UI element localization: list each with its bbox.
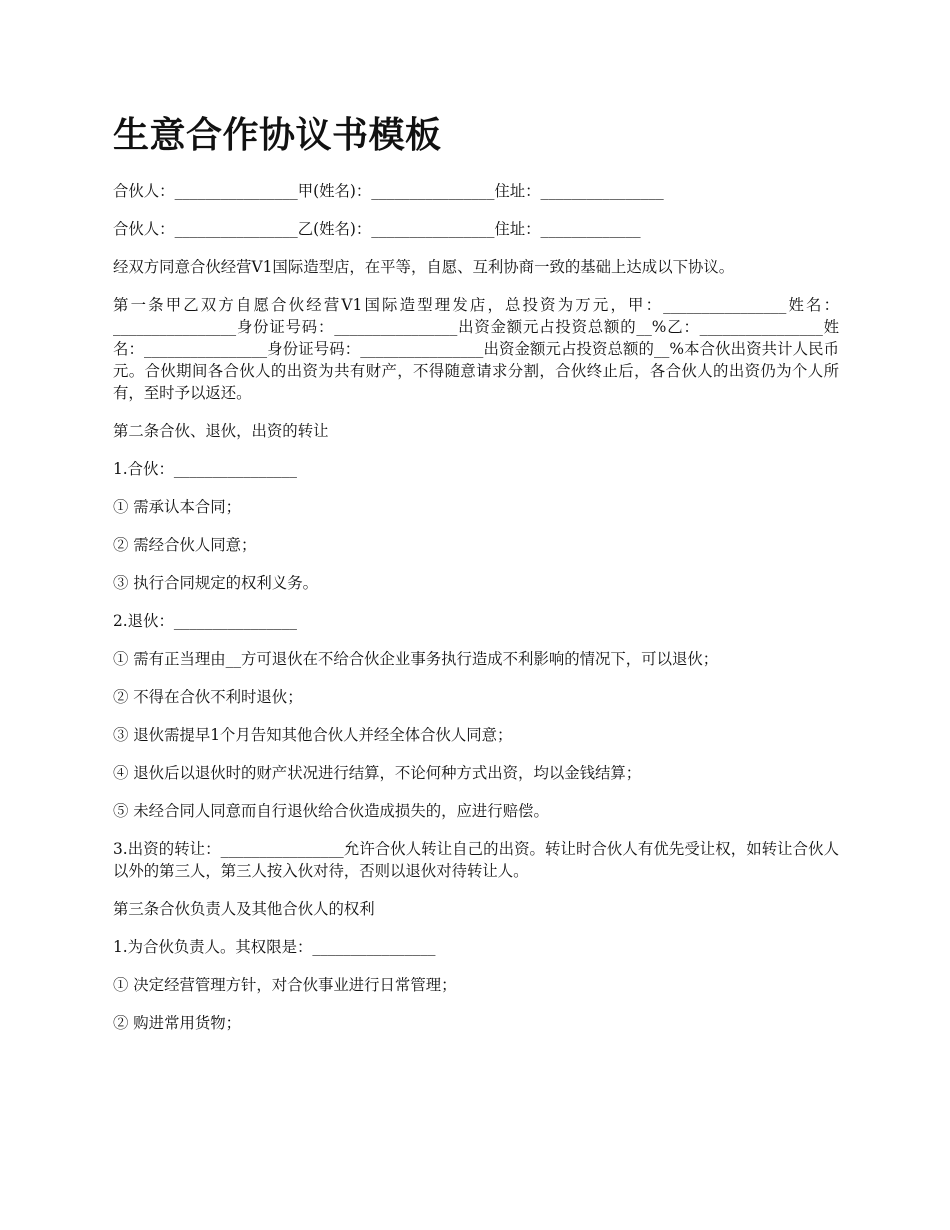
clause-join-item-2: ② 需经合伙人同意； (113, 536, 257, 554)
intro-paragraph: 经双方同意合伙经营V1国际造型店，在平等，自愿、互利协商一致的基础上达成以下协议。 (113, 258, 735, 276)
document-page (113, 108, 839, 1050)
clause-withdraw-item-4: ④ 退伙后以退伙时的财产状况进行结算，不论何种方式出资，均以金钱结算； (113, 764, 642, 782)
article-1-paragraph: 第一条甲乙双方自愿合伙经营V1国际造型理发店，总投资为万元，甲：________________姓名：________________身份证号码：________________出资金额元占投资总额的__%乙：________________姓名：________________身份证号码：________________出资金额元占投资总额的__%本合伙出资共计人民币元。合伙期间各合伙人的出资为共有财产，不得随意请求分割，合伙终止后，各合伙人的出资仍为个人所有，至时予以返还。 (113, 296, 839, 402)
clause-join-item-1: ① 需承认本合同； (113, 498, 242, 516)
clause-join-heading: 1.合伙：________________ (113, 460, 297, 478)
clause-join-item-3: ③ 执行合同规定的权利义务。 (113, 574, 318, 592)
article-3-heading: 第三条合伙负责人及其他合伙人的权利 (113, 900, 375, 918)
partner-b-line: 合伙人：________________乙(姓名)：________________住址：_____________ (113, 220, 641, 238)
clause-withdraw-item-2: ② 不得在合伙不利时退伙； (113, 688, 303, 706)
clause-manager-heading: 1.为合伙负责人。其权限是：________________ (113, 938, 436, 956)
clause-withdraw-item-5: ⑤ 未经合同人同意而自行退伙给合伙造成损失的，应进行赔偿。 (113, 802, 549, 820)
clause-withdraw-item-3: ③ 退伙需提早1个月告知其他合伙人并经全体合伙人同意； (113, 726, 513, 744)
article-2-heading: 第二条合伙、退伙，出资的转让 (113, 422, 329, 440)
clause-transfer-paragraph: 3.出资的转让：________________允许合伙人转让自己的出资。转让时合伙人有优先受让权，如转让合伙人以外的第三人，第三人按入伙对待，否则以退伙对待转让人。 (113, 840, 839, 880)
clause-manager-item-2: ② 购进常用货物； (113, 1014, 242, 1032)
clause-withdraw-item-1: ① 需有正当理由__方可退伙在不给合伙企业事务执行造成不利影响的情况下，可以退伙； (113, 650, 719, 668)
clause-withdraw-heading: 2.退伙：________________ (113, 612, 297, 630)
partner-a-line: 合伙人：________________甲(姓名)：________________住址：________________ (113, 182, 664, 200)
clause-manager-item-1: ① 决定经营管理方针，对合伙事业进行日常管理； (113, 976, 457, 994)
document-title: 生意合作协议书模板 (113, 115, 442, 156)
